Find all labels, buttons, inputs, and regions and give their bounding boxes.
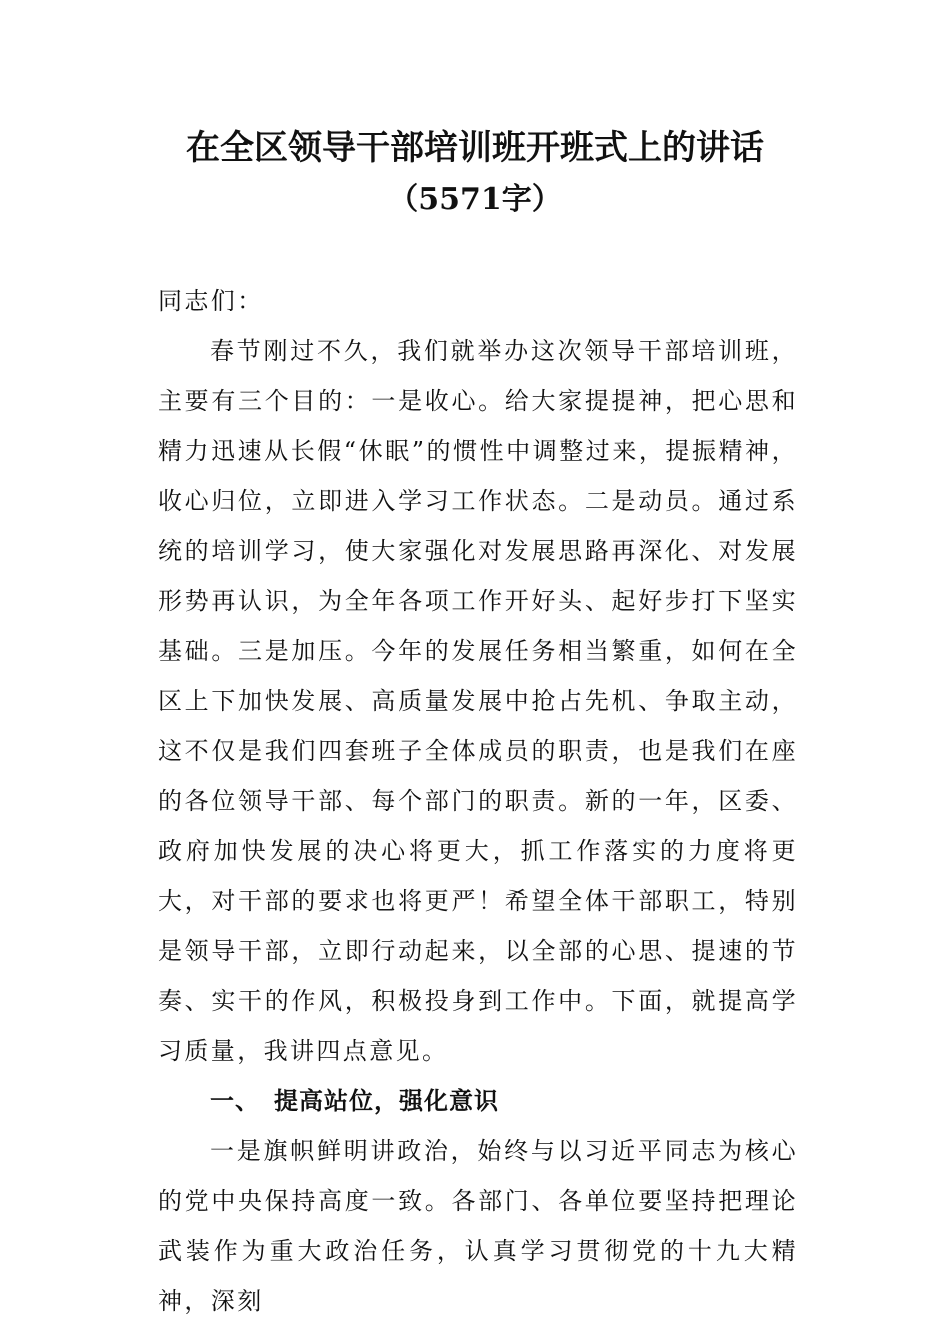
document-subtitle: （5571字）: [388, 182, 562, 217]
document-title: 在全区领导干部培训班开班式上的讲话: [186, 128, 764, 168]
document-body: [158, 276, 798, 1326]
paragraph-intro: 春节刚过不久，我们就举办这次领导干部培训班，主要有三个目的：一是收心。给大家提提神，把心思和精力迅速从长假“休眠”的惯性中调整过来，提振精神，收心归位，立即进入学习工作状态。二是动员。通过系统的培训学习，使大家强化对发展思路再深化、对发展形势再认识，为全年各项工作开好头、起好步打下坚实基础。三是加压。今年的发展任务相当繁重，如何在全区上下加快发展、高质量发展中抢占先机、争取主动，这不仅是我们四套班子全体成员的职责，也是我们在座的各位领导干部、每个部门的职责。新的一年，区委、政府加快发展的决心将更大，抓工作落实的力度将更大，对干部的要求也将更严！希望全体干部职工，特别是领导干部，立即行动起来，以全部的心思、提速的节奏、实干的作风，积极投身到工作中。下面，就提高学习质量，我讲四点意见。: [158, 337, 798, 1065]
section-heading-text: 提高站位，强化意识: [274, 1087, 499, 1115]
paragraph-section-1: 一是旗帜鲜明讲政治，始终与以习近平同志为核心的党中央保持高度一致。各部门、各单位要坚持把理论武装作为重大政治任务，认真学习贯彻党的十九大精神，深刻: [158, 1137, 798, 1315]
section-number: 一、: [210, 1087, 260, 1115]
salutation: 同志们：: [158, 287, 264, 315]
section-heading: [158, 1076, 798, 1126]
